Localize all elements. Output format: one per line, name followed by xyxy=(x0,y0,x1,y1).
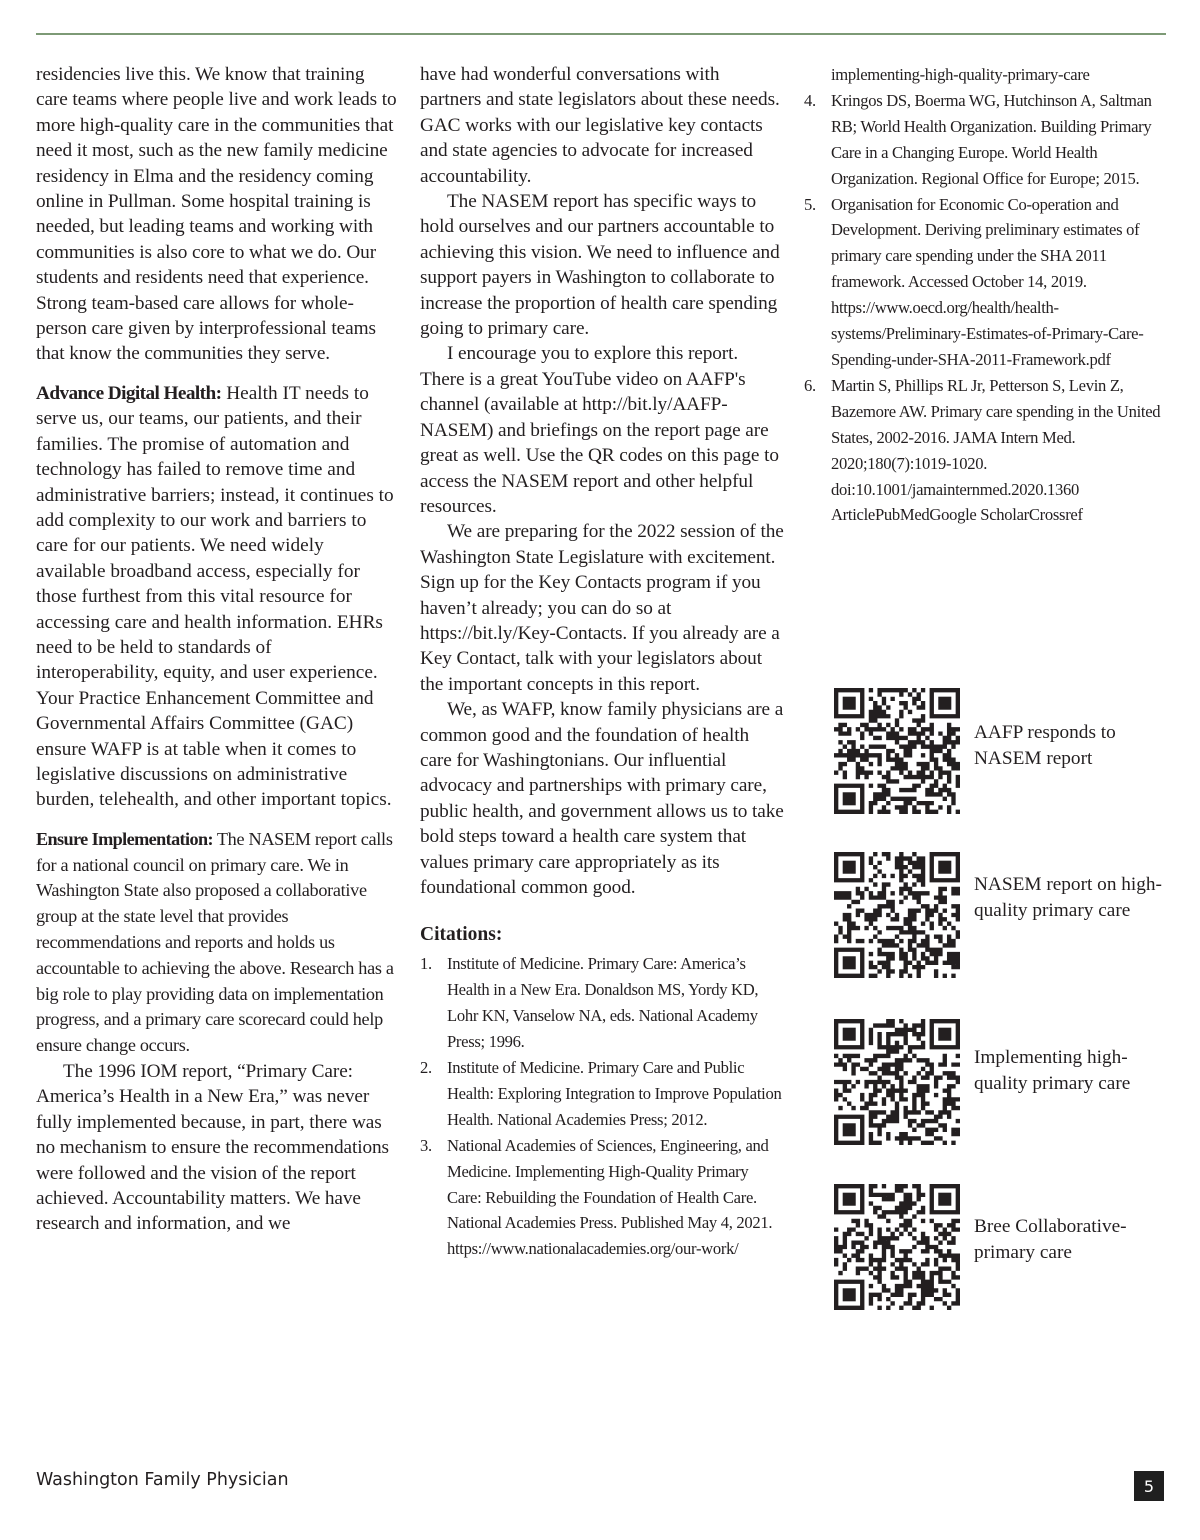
citations-list-a xyxy=(420,951,785,1262)
citation-item xyxy=(420,1133,785,1263)
qr-code-icon[interactable] xyxy=(834,1184,960,1310)
citations-heading: Citations: xyxy=(420,924,503,946)
column-3 xyxy=(804,62,1164,528)
digital-health-body: Health IT needs to serve us, our teams, our patients, and their families. The promise of automation and technology has failed to remove time and administrative barriers; instead, it continues to add complexity to our work and barriers to care for our patients. We need widely available broadband access, especially for those furthest from this vital resource for accessing care and health information. EHRs need to be held to standards of interoperability, equity, and user experience. Your Practice Enhancement Committee and Governmental Affairs Committee (GAC) ensure WAFP is at table when it comes to legislative discussions on administrative burden, telehealth, and other important topics. xyxy=(36,382,394,811)
qr-code-icon[interactable] xyxy=(834,688,960,814)
citation-item xyxy=(420,1055,785,1133)
qr-label: AAFP responds to NASEM report xyxy=(974,722,1116,769)
citation-item xyxy=(804,88,1164,192)
heading-implementation: Ensure Implementation: xyxy=(36,828,213,849)
publication-title: Washington Family Physician xyxy=(36,1470,289,1490)
citations-list-b xyxy=(804,88,1164,528)
top-rule xyxy=(36,33,1166,35)
qr-label: Bree Collaborative-primary care xyxy=(974,1216,1127,1263)
column-2 xyxy=(420,62,785,1262)
heading-digital-health: Advance Digital Health: xyxy=(36,382,222,404)
citation-item xyxy=(804,373,1164,528)
qr-code-icon[interactable] xyxy=(834,852,960,978)
citation-number: 1. xyxy=(420,954,432,974)
citation-item xyxy=(420,951,785,1055)
paragraph-conversations: have had wonderful conversations with partners and state legislators about these needs. GAC works with our legislative key contacts and state agencies to advocate for increased accountability. xyxy=(420,64,780,187)
qr-label: NASEM report on high-quality primary care xyxy=(974,874,1162,921)
citation-text: Organisation for Economic Co-operation and Development. Deriving preliminary estimates of primary care spending under the SHA 2011 framework. Accessed October 14, 2019. https://www.oecd.org/health/health-systems/Preliminary-Estimates-of-Primary-Care-Spending-under-SHA-2011-Framework.pdf xyxy=(831,194,1144,369)
citation-number: 5. xyxy=(804,194,816,214)
paragraph-implementation xyxy=(36,827,398,1059)
citation-3-continued: implementing-high-quality-primary-care xyxy=(831,65,1090,84)
paragraph-common-good: We, as WAFP, know family physicians are a common good and the foundation of health care for Washingtonians. Our influential advocacy and partnerships with primary care, public health, and government allows us to take bold steps toward a health care system that values primary care appropriately as its foundational common good. xyxy=(420,699,784,898)
qr-code-icon[interactable] xyxy=(834,1019,960,1145)
citation-number: 6. xyxy=(804,375,816,395)
citation-number: 3. xyxy=(420,1135,432,1155)
citation-item xyxy=(804,192,1164,373)
paragraph-legislature: We are preparing for the 2022 session of the Washington State Legislature with excitement. Sign up for the Key Contacts program if you haven’t already; you can do so at https://bit.ly/Key-Contacts. If you already are a Key Contact, talk with your legislators about the important concepts in this report. xyxy=(420,521,784,695)
paragraph-digital-health xyxy=(36,381,398,813)
citation-text: National Academies of Sciences, Engineering, and Medicine. Implementing High-Quality Primary Care: Rebuilding the Foundation of Health Care. National Academies Press. Published May 4, 2021. https://www.nationalacademies.org/our-work/ xyxy=(447,1135,773,1259)
citation-text: Martin S, Phillips RL Jr, Petterson S, Levin Z, Bazemore AW. Primary care spending in the United States, 2002-2016. JAMA Intern Med. 2020;180(7):1019-1020. doi:10.1001/jamainternmed.2020.1360 ArticlePubMedGoogle ScholarCrossref xyxy=(831,375,1161,525)
citation-text: Institute of Medicine. Primary Care and Public Health: Exploring Integration to Improve Population Health. National Academies Press; 2012. xyxy=(447,1058,782,1129)
paragraph-nasem-specific: The NASEM report has specific ways to hold ourselves and our partners accountable to achieving this vision. We need to influence and support payers in Washington to collaborate to increase the proportion of health care spending going to primary care. xyxy=(420,191,780,340)
citation-number: 2. xyxy=(420,1058,432,1078)
qr-label: Implementing high-quality primary care xyxy=(974,1047,1131,1094)
paragraph-residencies: residencies live this. We know that training care teams where people live and work leads to more high-quality care in the communities that need it most, such as the new family medicine residency in Elma and the residency coming online in Pullman. Some hospital training is needed, but leading teams and working with communities is also core to what we do. Our students and residents need that experience. Strong team-based care allows for whole-person care given by interprofessional teams that know the communities they serve. xyxy=(36,64,397,365)
page-number-badge: 5 xyxy=(1134,1471,1164,1501)
paragraph-iom-report: The 1996 IOM report, “Primary Care: America’s Health in a New Era,” was never fully implemented because, in part, there was no mechanism to ensure the recommendations were followed and the vision of the report achieved. Accountability matters. We have research and information, and we xyxy=(36,1060,389,1235)
citation-text: Kringos DS, Boerma WG, Hutchinson A, Saltman RB; World Health Organization. Building Primary Care in a Changing Europe. World Health Organization. Regional Office for Europe; 2015. xyxy=(831,90,1152,188)
paragraph-encourage: I encourage you to explore this report. There is a great YouTube video on AAFP's channel (available at http://bit.ly/AAFP-NASEM) and briefings on the report page are great as well. Use the QR codes on this page to access the NASEM report and other helpful resources. xyxy=(420,343,779,517)
implementation-body: The NASEM report calls for a national council on primary care. We in Washington State also proposed a collaborative group at the state level that provides recommendations and reports and holds us accountable to achieving the above. Research has a big role to play providing data on implementation progress, and a primary care scorecard could help ensure change occurs. xyxy=(36,828,394,1056)
citation-number: 4. xyxy=(804,90,816,110)
column-1 xyxy=(36,62,398,1237)
citation-text: Institute of Medicine. Primary Care: America’s Health in a New Era. Donaldson MS, Yordy KD, Lohr KN, Vanselow NA, eds. National Academy Press; 1996. xyxy=(447,954,759,1052)
